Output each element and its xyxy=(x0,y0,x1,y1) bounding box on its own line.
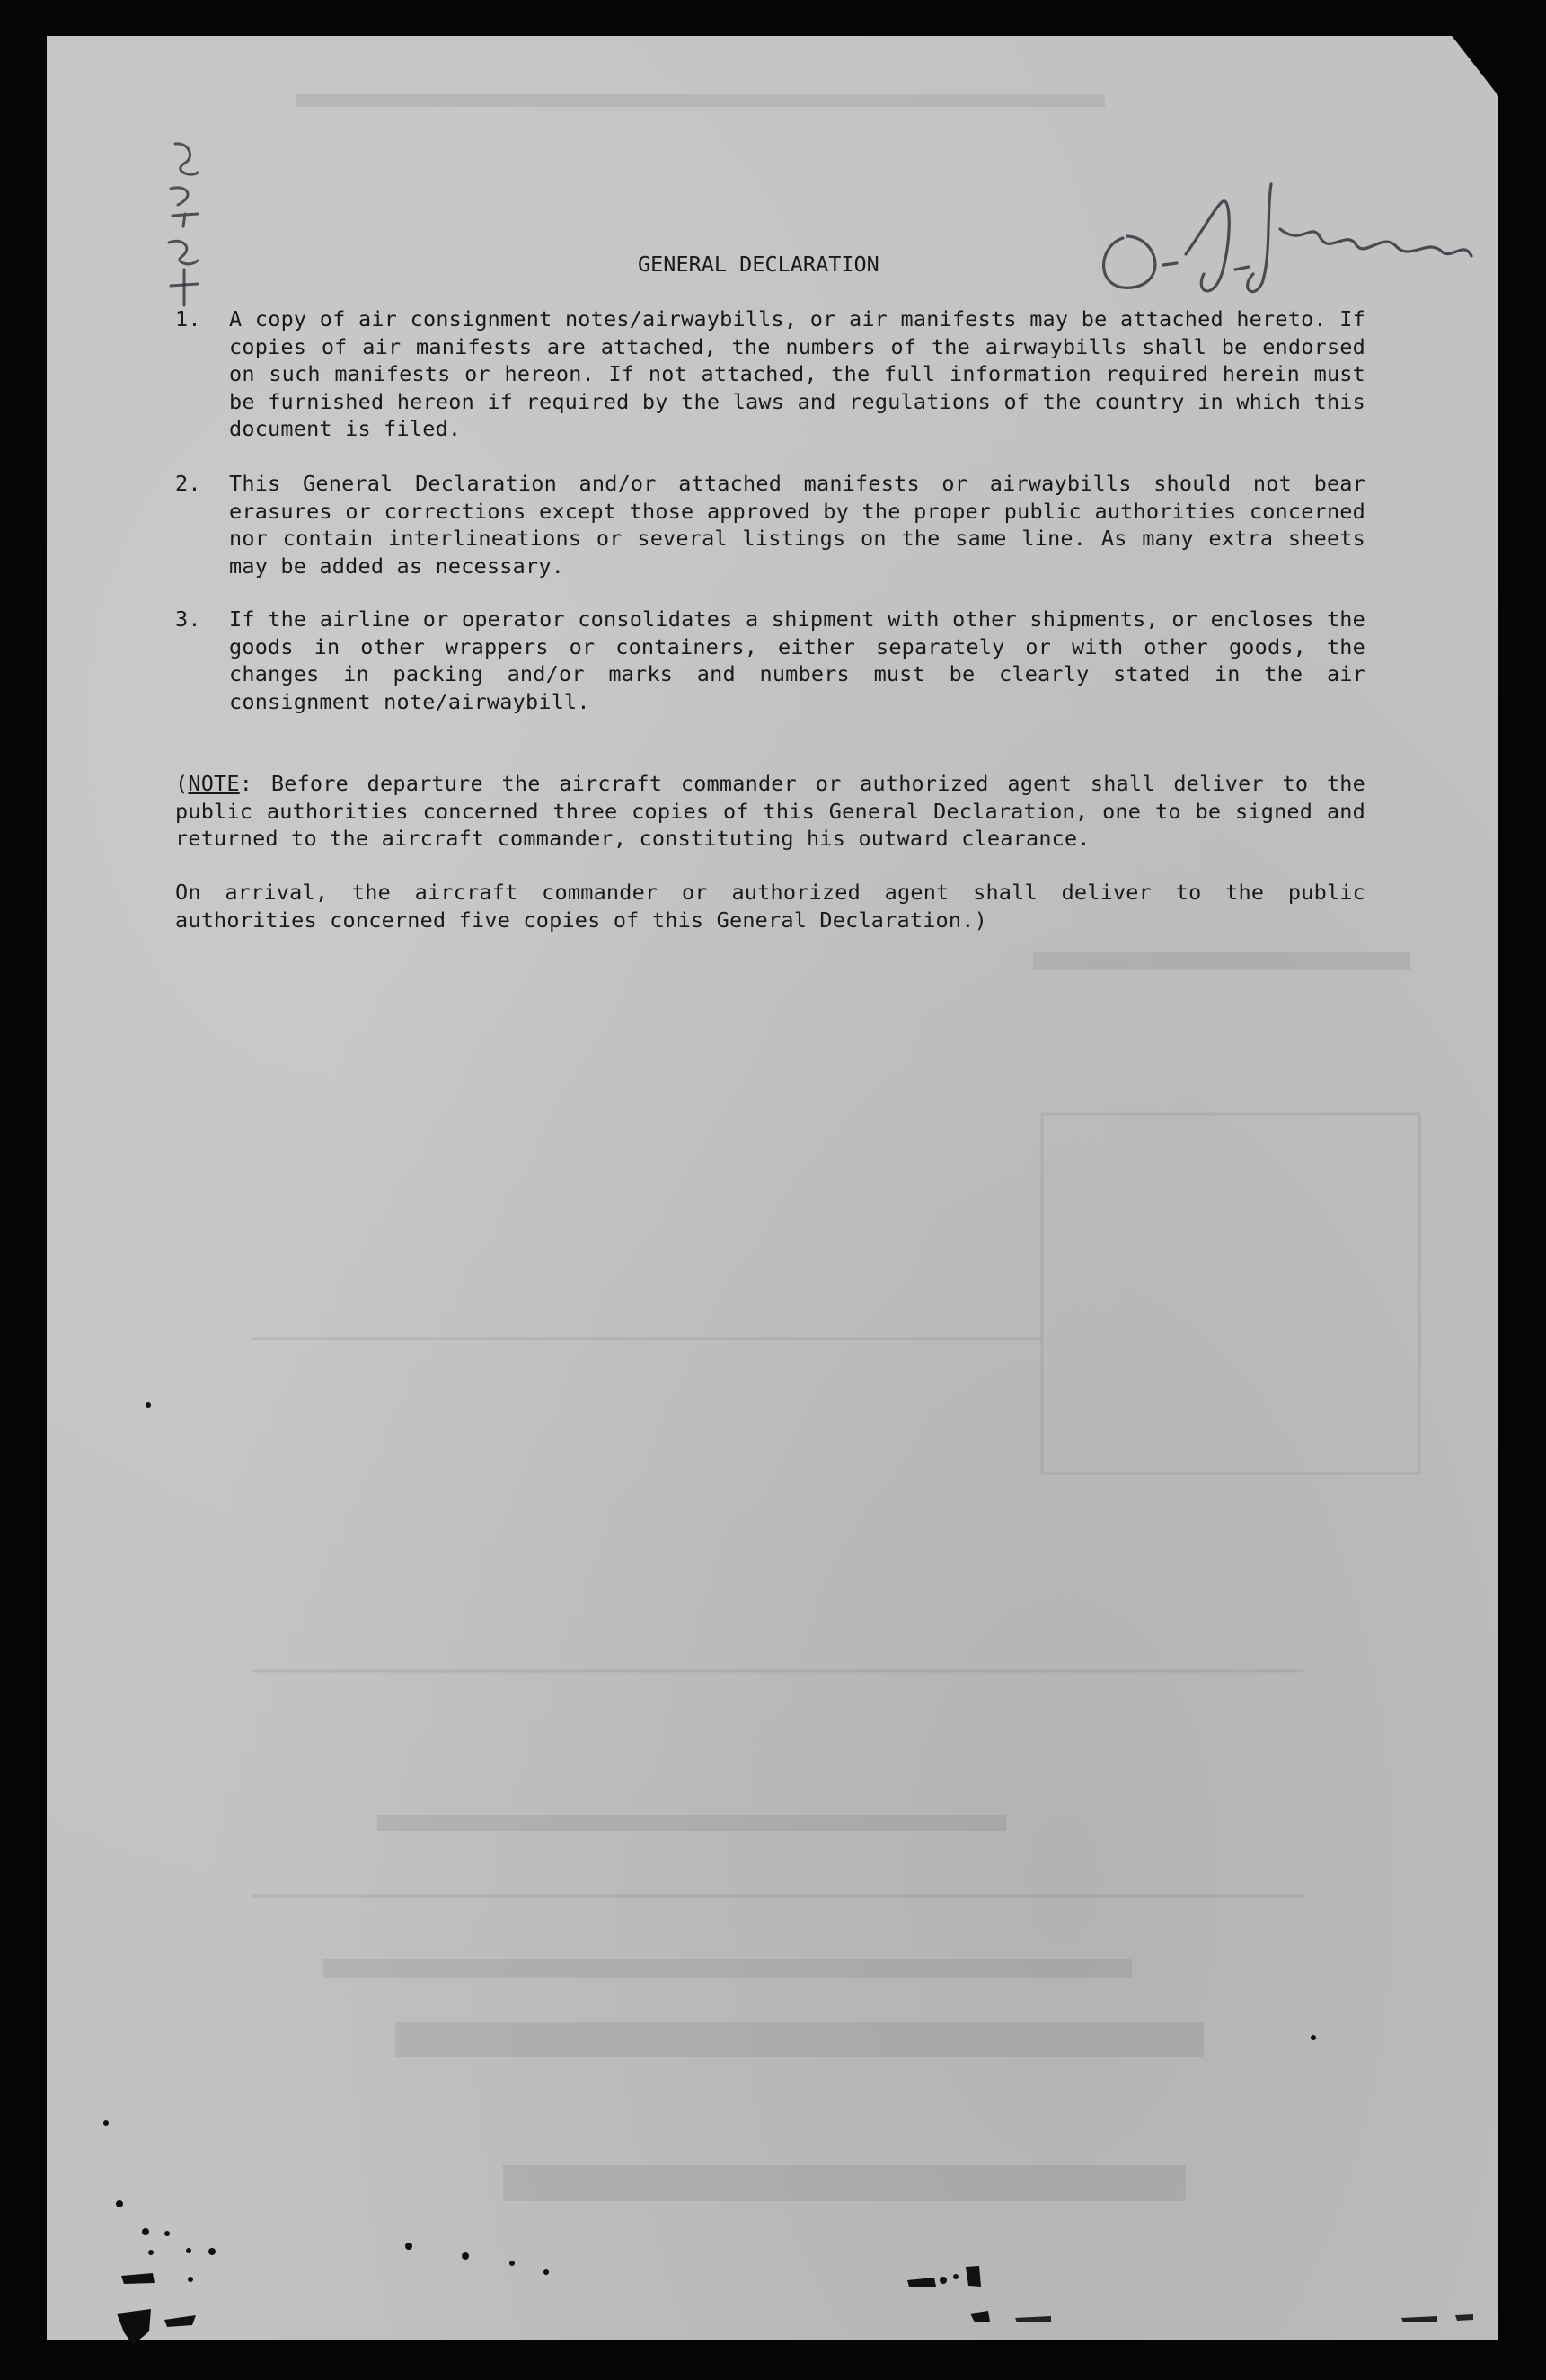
handwritten-initials xyxy=(1087,175,1482,310)
list-item-number: 3. xyxy=(175,606,201,632)
list-item-number: 2. xyxy=(175,471,201,496)
list-item-text: If the airline or operator consolidates a shipment with other shipments, or encloses the goods in other wrappers or containers, either separately or with other goods, the changes in packing and/or marks and numbers must be clearly stated in the air consignment note/airwaybill. xyxy=(229,606,1365,714)
list-item-number: 1. xyxy=(175,306,201,332)
page-title: GENERAL DECLARATION xyxy=(638,252,879,277)
list-item-text: This General Declaration and/or attached manifests or airwaybills should not bear erasures or corrections except those approved by the proper public authorities concerned nor contain interlineations or several listings on the same line. As many extra sheets may be added as necessary. xyxy=(229,471,1365,579)
note-open-paren: ( xyxy=(175,771,189,796)
arrival-paragraph: On arrival, the aircraft commander or authorized agent shall deliver to the public authorities concerned five copies of this General Declaration.) xyxy=(175,880,1365,933)
note-label: NOTE xyxy=(188,771,240,796)
note-text: Before departure the aircraft commander or authorized agent shall deliver to the public authorities concerned three copies of this General Declaration, one to be signed and returned to the aircraft commander, constituting his outward clearance. xyxy=(175,771,1365,851)
margin-handwriting-mark xyxy=(135,126,234,323)
list-item-text: A copy of air consignment notes/airwaybills, or air manifests may be attached hereto. If copies of air manifests are attached, the numbers of the airwaybills shall be endorsed on such manifests or hereon. If not attached, the full information required herein must be furnished hereon if required by the laws and regulations of the country in which this document is filed. xyxy=(229,306,1365,441)
note-colon: : xyxy=(239,771,253,796)
note-paragraph xyxy=(175,770,1365,853)
